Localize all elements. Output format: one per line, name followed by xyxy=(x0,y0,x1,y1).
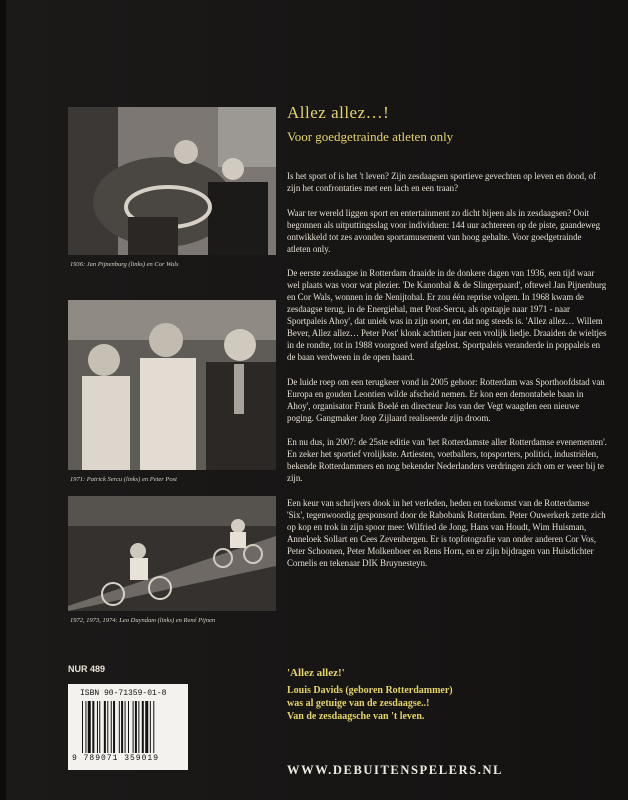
barcode-bar xyxy=(142,701,144,753)
page-title: Allez allez…! xyxy=(287,103,390,122)
barcode-bar xyxy=(85,701,86,753)
photo-1972-1974-caption: 1972, 1973, 1974: Leo Duyndam (links) en René Pijnen xyxy=(70,617,216,624)
barcode-bar xyxy=(97,701,98,753)
barcode-bar xyxy=(113,701,115,753)
barcode-bar xyxy=(104,701,106,753)
barcode-bar xyxy=(138,701,139,753)
quote-line: Louis Davids (geboren Rotterdammer) xyxy=(287,685,453,696)
publisher-website: WWW.DEBUITENSPELERS.NL xyxy=(287,763,504,777)
barcode-bar xyxy=(145,701,148,753)
photo-1972-1974 xyxy=(68,496,276,611)
photo-1936-caption: 1936: Jan Pijnenburg (links) en Cor Wals xyxy=(70,261,179,268)
quote-title: 'Allez allez!' xyxy=(287,667,345,679)
spine-edge xyxy=(0,0,6,800)
nur-code: NUR 489 xyxy=(68,664,106,674)
barcode-bar xyxy=(121,701,123,753)
photo-1971-image xyxy=(68,300,276,470)
isbn-number: ISBN 90-71359-01-8 xyxy=(80,689,167,698)
blurb-paragraph: En nu dus, in 2007: de 25ste editie van 'het Rotterdamste aller Rotterdamse evenementen'. En zeker het sportief vrolijkste. Artiesten, voetballers, topsporters, politici, industriëlen, bekende Rotterdammers en nog bekender Nederlanders verdringen zich om er weer bij te zijn. xyxy=(287,437,607,483)
barcode-bar xyxy=(111,701,112,753)
photo-1972-1974-image xyxy=(68,496,276,611)
quote-line: Van de zesdaagsche van 't leven. xyxy=(287,711,425,722)
photo-1971 xyxy=(68,300,276,470)
barcode-block xyxy=(68,684,188,770)
barcode-bar xyxy=(92,701,94,753)
barcode-bar xyxy=(119,701,120,753)
barcode-bar xyxy=(128,701,129,753)
photo-1936-image xyxy=(68,107,276,255)
blurb-paragraph: De luide roep om een terugkeer vond in 2005 gehoor: Rotterdam was Sporthoofdstad van Europa en gouden Leontien wilde afscheid nemen. Er kon een demontabele baan in Ahoy', organisator Frank Boelé en directeur Jos van der Vegt waagden een nieuwe poging. Gangmaker Joop Zijlaard realiseerde zijn droom. xyxy=(287,376,605,423)
barcode-bar xyxy=(125,701,126,753)
blurb-paragraph: Een keur van schrijvers dook in het verleden, heden en toekomst van de Rotterdamse 'Six', tegenwoordig gesponsord door de Rabobank Rotterdam. Peter Ouwerkerk zette zich op kop en trok in zijn spoor mee: Wilfried de Jong, Hans van Houdt, Wim Huisman, Anneloek Sollart en Cees Zevenbergen. Er is topfotografie van onder anderen Cor Vos, Peter Schoonen, Peter Molkenboer en Rens Horn, en er zijn bijdragen van Huisdichter Cornelis en tekenaar DIK Bruynesteyn. xyxy=(287,497,606,568)
page-subtitle: Voor goedgetrainde atleten only xyxy=(287,129,454,144)
blurb-paragraph: De eerste zesdaagse in Rotterdam draaide in de donkere dagen van 1936, een tijd waar wel plaats was voor wat plezier. 'De Kanonbal & de Slingerpaard', oftewel Jan Pijnenburg en Cor Wals, wonnen in de Nenijtohal. Er zou één reprise volgen. In 1968 kwam de zesdaagse terug, in de Energiehal, met Post-Sercu, als opstapje naar 1971 - naar Sportpaleis Ahoy', dat uniek was in zijn soort, en dat nog steeds is. 'Allez allez… Willem Bever, Allez allez… Peter Post' klonk achttien jaar een vrolijk liedje. Draaiden de wieltjes in de rondte, tot in 1988 voorgoed werd afgelost. Sportpaleis veranderde in poppaleis en de baan verdween in de open haard. xyxy=(287,268,607,362)
barcode-bar xyxy=(135,701,137,753)
photo-1971-caption: 1971: Patrick Sercu (links) en Peter Post xyxy=(70,476,177,483)
photo-1936 xyxy=(68,107,276,255)
ean-number: 9 789071 359019 xyxy=(72,754,160,763)
barcode-bar xyxy=(88,701,91,753)
barcode-bar xyxy=(150,701,151,753)
barcode-bar xyxy=(82,701,83,753)
barcode-bar xyxy=(133,701,134,753)
blurb-text xyxy=(287,170,607,581)
blurb-paragraph: Is het sport of is het 't leven? Zijn zesdaagsen sportieve gevechten op leven en dood, of zijn het confrontaties met een lach en een traan? xyxy=(287,171,596,193)
quote-line: was al getuige van de zesdaagse..! xyxy=(287,698,430,709)
blurb-paragraph: Waar ter wereld liggen sport en entertainment zo dicht bijeen als in zesdaagsen? Ooit begonnen als uitputtingsslag voor individuen: 144 uur achtereen op de piste, gaandeweg ontwikkeld tot zes avonden sportamusement van hoog gehalte. Voor goedgetrainde atleten only. xyxy=(287,207,601,254)
quote-block xyxy=(287,684,607,723)
barcode-bar xyxy=(99,701,100,753)
barcode-icon xyxy=(82,701,178,753)
barcode-bar xyxy=(153,701,154,753)
barcode-bar xyxy=(107,701,108,753)
